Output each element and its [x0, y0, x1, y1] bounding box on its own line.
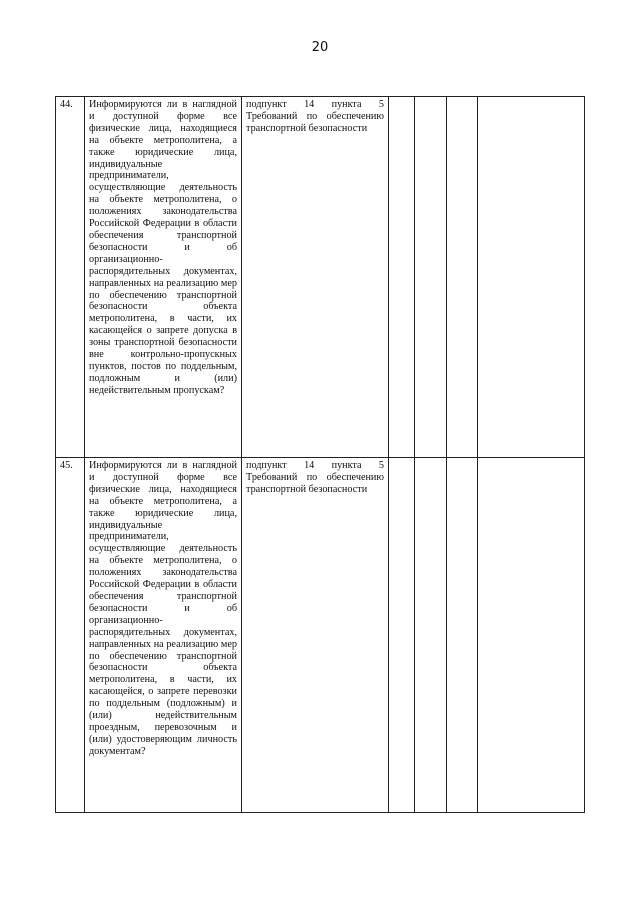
row-number: 45.: [56, 458, 85, 813]
reference-cell: подпункт 14 пункта 5 Требований по обеспечению транспортной безопасности: [242, 458, 389, 813]
notes-cell: [478, 97, 585, 458]
page-number: 20: [311, 40, 329, 55]
answer-yes-cell: [389, 458, 415, 813]
answer-no-cell: [415, 458, 447, 813]
table-row: [56, 458, 585, 813]
notes-cell: [478, 458, 585, 813]
answer-no-cell: [415, 97, 447, 458]
answer-na-cell: [447, 97, 478, 458]
table-row: [56, 97, 585, 458]
question-cell: [85, 97, 242, 458]
question-text: Информируются ли в наглядной и доступной форме все физические лица, находящиеся на объекте метрополитена, а также юридические лица, индивидуальные предприниматели, осуществляющие деятельность на объекте метрополитена, о положениях законодательства Российской Федерации в области обеспечения транспортной безопасности и об организационно-распорядительных документах, направленных на реализацию мер по обеспечению транспортной безопасности объекта метрополитена, в части, их касающейся, о запрете перевозки по поддельным (подложным) и (или) недействительным проездным, перевозочным и (или) удостоверяющим личность документам?: [89, 460, 237, 757]
question-cell: [85, 458, 242, 813]
question-text: Информируются ли в наглядной и доступной форме все физические лица, находящиеся на объекте метрополитена, а также юридические лица, индивидуальные предприниматели, осуществляющие деятельность на объекте метрополитена, о положениях законодательства Российской Федерации в области обеспечения транспортной безопасности и об организационно-распорядительных документах, направленных на реализацию мер по обеспечению транспортной безопасности объекта метрополитена, в части, их касающейся о запрете допуска в зоны транспортной безопасности вне контрольно-пропускных пунктов, постов по поддельным, подложным и (или) недействительным пропускам?: [89, 99, 237, 396]
answer-na-cell: [447, 458, 478, 813]
row-number: 44.: [56, 97, 85, 458]
checklist-table: [55, 96, 585, 813]
answer-yes-cell: [389, 97, 415, 458]
reference-cell: подпункт 14 пункта 5 Требований по обеспечению транспортной безопасности: [242, 97, 389, 458]
